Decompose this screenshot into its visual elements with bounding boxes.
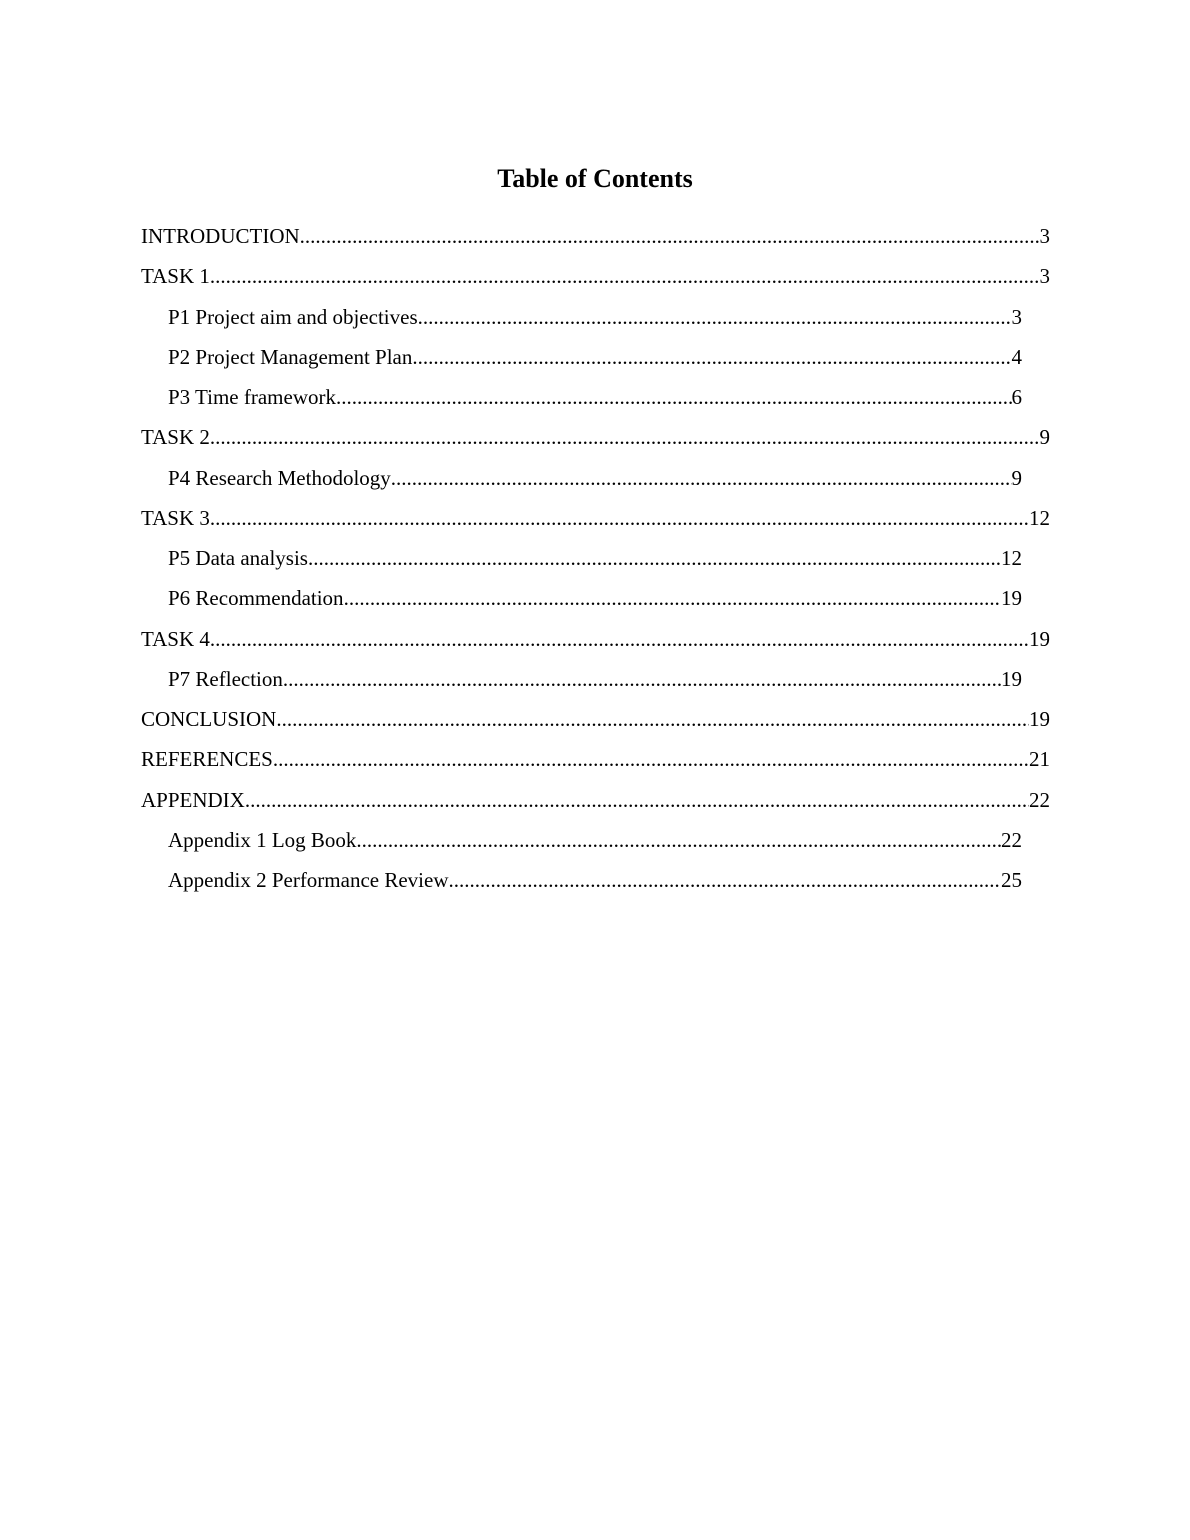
toc-entry[interactable] [168,301,1022,341]
toc-entry[interactable] [141,260,1050,300]
toc-dot-leader [449,864,1002,896]
toc-dot-leader [283,663,1001,695]
toc-dot-leader [356,824,1001,856]
toc-entry-page-number: 19 [1029,707,1050,731]
toc-entry[interactable] [168,341,1022,381]
toc-entry-label: INTRODUCTION [141,224,300,248]
toc-entry-label: P5 Data analysis [168,546,308,570]
toc-dot-leader [300,220,1040,252]
toc-entry-label: TASK 4 [141,626,210,651]
toc-entry[interactable] [141,502,1050,542]
toc-list [0,220,1190,904]
toc-entry-page-number: 22 [1029,787,1050,812]
toc-dot-leader [210,421,1040,453]
toc-entry-label: APPENDIX [141,787,245,812]
toc-entry[interactable] [168,381,1022,421]
toc-entry-page-number: 12 [1001,546,1022,570]
toc-entry-page-number: 25 [1001,868,1022,892]
toc-title: Table of Contents [497,164,693,193]
toc-entry-label: Appendix 1 Log Book [168,827,357,852]
toc-dot-leader [276,703,1029,735]
toc-dot-leader [245,784,1029,816]
toc-entry[interactable] [168,864,1022,904]
toc-entry-page-number: 22 [1001,827,1022,852]
toc-entry-label: CONCLUSION [141,707,277,731]
toc-entry-label: Appendix 2 Performance Review [168,868,449,892]
toc-entry-label: P2 Project Management Plan [168,344,413,369]
toc-entry-page-number: 6 [1011,385,1022,409]
toc-entry-page-number: 4 [1011,344,1022,369]
toc-entry-label: P4 Research Methodology [168,465,391,490]
toc-entry-label: TASK 2 [141,425,210,450]
toc-dot-leader [273,743,1029,775]
toc-entry-page-number: 19 [1001,586,1022,611]
toc-dot-leader [418,301,1012,333]
toc-entry-label: P3 Time framework [168,385,336,409]
toc-entry[interactable] [168,542,1022,582]
toc-entry[interactable] [168,462,1022,502]
toc-dot-leader [210,623,1029,655]
toc-dot-leader [336,381,1012,413]
toc-entry[interactable] [141,421,1050,461]
toc-entry[interactable] [141,784,1050,824]
toc-entry[interactable] [141,703,1050,743]
toc-entry-page-number: 19 [1029,626,1050,651]
toc-entry-page-number: 3 [1039,264,1050,289]
toc-entry-page-number: 19 [1001,666,1022,691]
toc-entry[interactable] [168,582,1022,622]
toc-entry-page-number: 21 [1029,747,1050,772]
toc-entry-label: P7 Reflection [168,666,283,691]
toc-entry-page-number: 9 [1011,465,1022,490]
toc-entry-page-number: 3 [1039,224,1050,248]
toc-entry-label: TASK 1 [141,264,210,289]
toc-entry-page-number: 9 [1039,425,1050,450]
toc-dot-leader [210,260,1040,292]
toc-dot-leader [344,582,1001,614]
toc-dot-leader [391,462,1012,494]
toc-entry[interactable] [141,623,1050,663]
toc-entry-label: P6 Recommendation [168,586,344,611]
toc-entry-page-number: 3 [1011,304,1022,329]
toc-entry-page-number: 12 [1029,505,1050,530]
toc-dot-leader [412,341,1011,373]
toc-entry[interactable] [141,220,1050,260]
toc-dot-leader [210,502,1029,534]
toc-entry-label: P1 Project aim and objectives [168,304,418,329]
toc-entry[interactable] [168,663,1022,703]
toc-entry[interactable] [141,743,1050,783]
toc-entry[interactable] [168,824,1022,864]
toc-dot-leader [308,542,1001,574]
toc-entry-label: TASK 3 [141,505,210,530]
toc-entry-label: REFERENCES [141,747,273,772]
